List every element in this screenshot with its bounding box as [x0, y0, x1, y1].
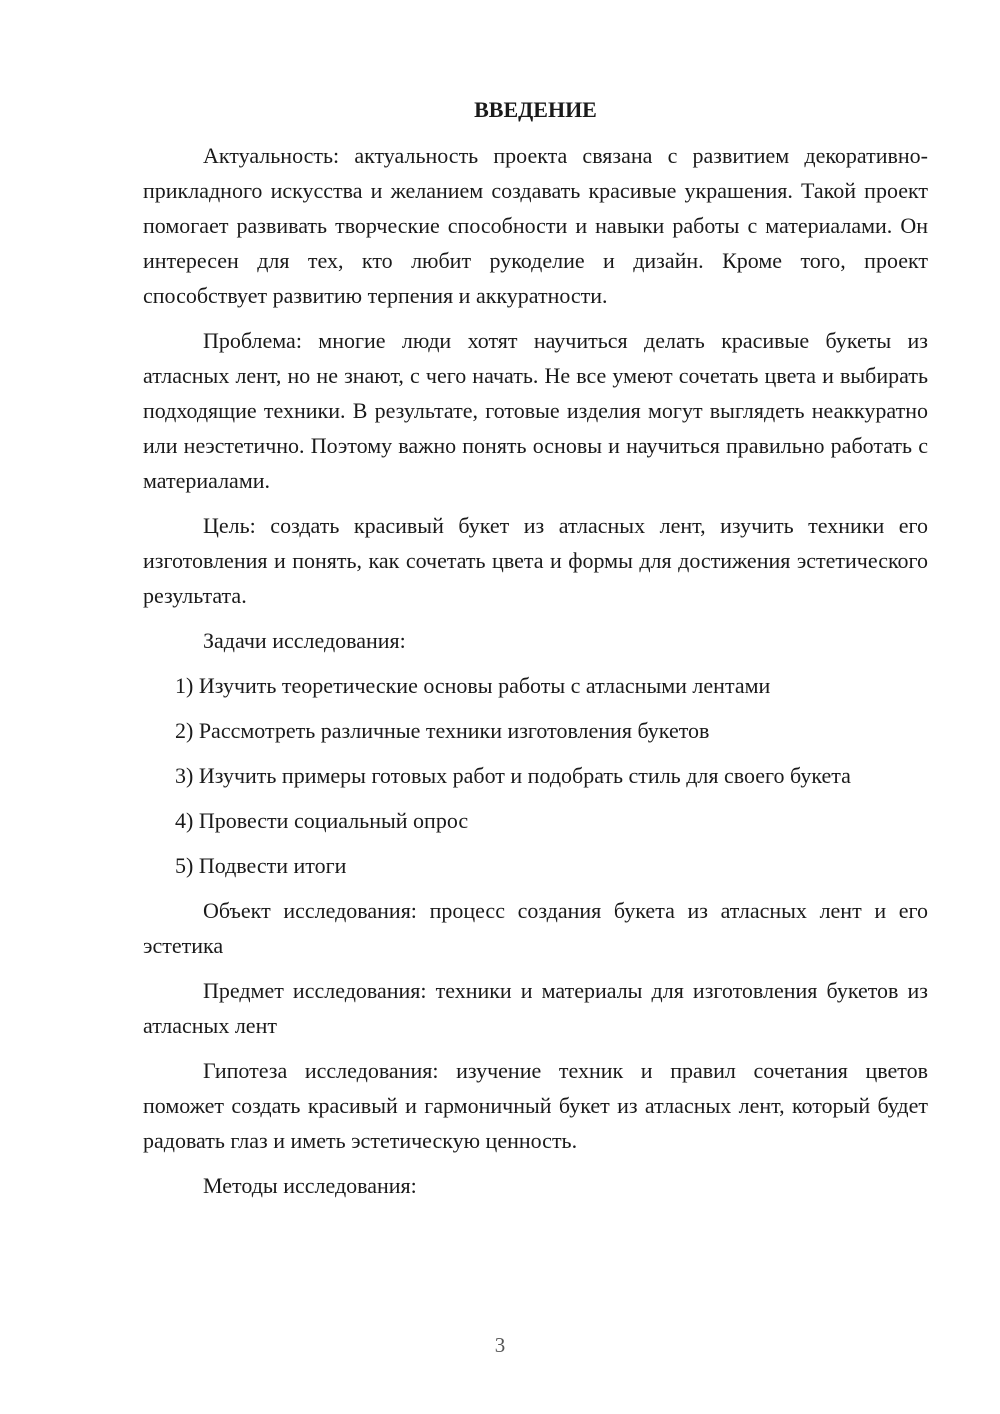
task-item: 3) Изучить примеры готовых работ и подобрать стиль для своего букета: [175, 763, 851, 788]
goal-paragraph: Цель: создать красивый букет из атласных лент, изучить техники его изготовления и понять, как сочетать цвета и формы для достижения эстетического результата.: [143, 513, 928, 608]
tasks-heading: Задачи исследования:: [203, 628, 406, 653]
problem-paragraph: Проблема: многие люди хотят научиться делать красивые букеты из атласных лент, но не знают, с чего начать. Не все умеют сочетать цвета и выбирать подходящие техники. В результате, готовые изделия могут выглядеть неаккуратно или неэстетично. Поэтому важно понять основы и научиться правильно работать с материалами.: [143, 328, 928, 493]
task-item: 4) Провести социальный опрос: [175, 808, 469, 833]
document-page: [143, 90, 928, 1213]
task-item: 2) Рассмотреть различные техники изготовления букетов: [175, 718, 710, 743]
subject-paragraph: Предмет исследования: техники и материалы для изготовления букетов из атласных лент: [143, 978, 928, 1038]
task-item: 5) Подвести итоги: [175, 853, 347, 878]
relevance-paragraph: Актуальность: актуальность проекта связана с развитием декоративно-прикладного искусства и желанием создавать красивые украшения. Такой проект помогает развивать творческие способности и навыки работы с материалами. Он интересен для тех, кто любит рукоделие и дизайн. Кроме того, проект способствует развитию терпения и аккуратности.: [143, 143, 928, 308]
task-item: 1) Изучить теоретические основы работы с атласными лентами: [175, 673, 771, 698]
hypothesis-paragraph: Гипотеза исследования: изучение техник и правил сочетания цветов поможет создать красивый и гармоничный букет из атласных лент, который будет радовать глаз и иметь эстетическую ценность.: [143, 1058, 928, 1153]
section-title: ВВЕДЕНИЕ: [474, 97, 597, 122]
object-paragraph: Объект исследования: процесс создания букета из атласных лент и его эстетика: [143, 898, 928, 958]
methods-heading: Методы исследования:: [203, 1173, 417, 1198]
page-number: 3: [494, 1333, 506, 1357]
